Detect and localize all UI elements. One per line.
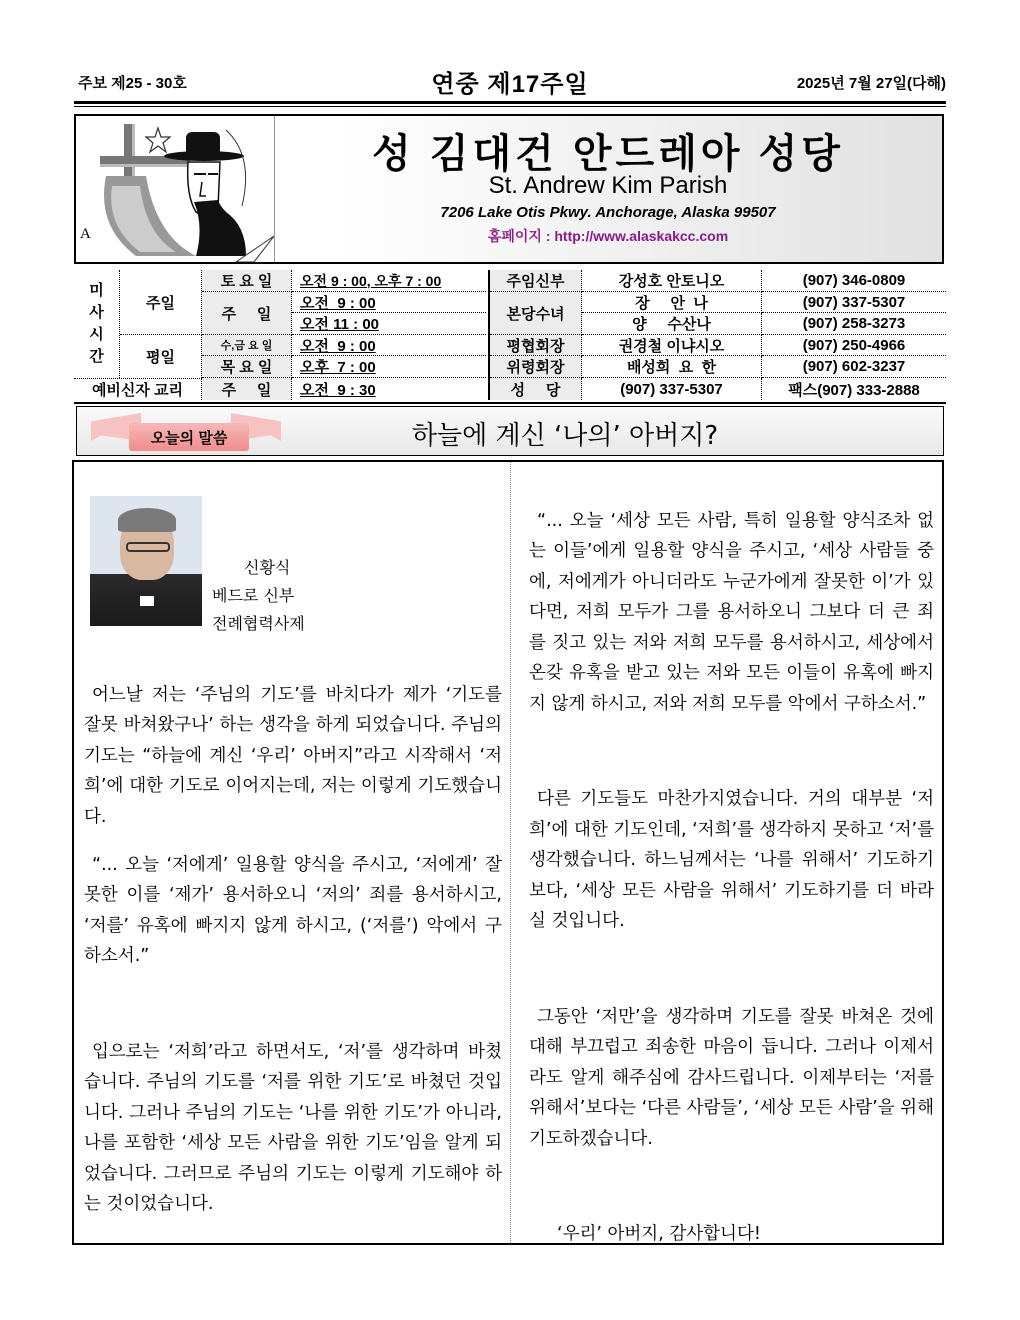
header-rule <box>74 101 946 104</box>
sermon-banner <box>76 406 944 456</box>
mass-label-char: 사 <box>89 304 104 321</box>
contact-name: 양 수산나 <box>582 313 762 335</box>
contact-role: 평협회장 <box>490 335 582 356</box>
sermon-article <box>72 460 944 1245</box>
contact-role: 본당수녀 <box>490 292 582 335</box>
contact-phone: (907) 250-4966 <box>762 335 946 356</box>
paragraph: 입으로는 ‘저희’라고 하면서도, ‘저’를 생각하며 바쳤습니다. 주님의 기도를 ‘저를 위한 기도’로 바쳤던 것입니다. 그러나 주님의 기도는 ‘나를 위한 기도’가 아니라, 나를 포함한 ‘세상 모든 사람을 위한 기도’임을 알게 되었습니다. 그러므로 주님의 기도는 이렇게 기도해야 하는 것이었습니다. <box>84 1041 502 1214</box>
mass-schedule-and-contacts <box>74 270 946 400</box>
contact-phone: (907) 602-3237 <box>762 356 946 378</box>
parish-name-korean: 성 김대건 안드레아 성당 <box>372 132 844 176</box>
schedule-time: 오전 9 : 00 <box>292 292 486 313</box>
contact-phone: (907) 346-0809 <box>762 270 946 292</box>
fax-number: 팩스(907) 333-2888 <box>788 381 920 399</box>
sunday-group-label: 주일 <box>120 270 202 335</box>
parish-name-english: St. Andrew Kim Parish <box>488 172 728 199</box>
ribbon-icon <box>91 413 281 451</box>
contact-role: 주임신부 <box>490 270 582 292</box>
parish-address: 7206 Lake Otis Pkwy. Anchorage, Alaska 99507 <box>440 204 776 221</box>
contact-phone: (907) 258-3273 <box>762 313 946 335</box>
paragraph: “... 오늘 ‘세상 모든 사람, 특히 일용할 양식조차 없는 이들’에게 일용할 양식을 주시고, ‘세상 사람들 중에, 저에게가 아니더라도 누군가에게 잘못한 이’가 있다면, 저희 모두가 그를 용서하오니 그보다 더 큰 죄를 짓고 있는 저와 저희 모두를 용서하시고, 세상에서 온갖 유혹을 받고 있는 저와 모든 이들이 유혹에 빠지지 않게 하시고, 저와 저희 모두를 악에서 구하소서.” <box>529 510 934 714</box>
paragraph: 어느날 저는 ‘주님의 기도’를 바치다가 제가 ‘기도를 잘못 바쳐왔구나’ 하는 생각을 하게 되었습니다. 주님의 기도는 “하늘에 계신 ‘우리’ 아버지”라고 시작해서 ‘저희’에 대한 기도로 이어지는데, 저는 이렇게 기도했습니다. <box>84 684 502 827</box>
logo-letter: A <box>80 226 91 242</box>
catechumen-time: 오전 9 : 30 <box>300 381 376 399</box>
left-column <box>84 662 502 1237</box>
contact-name: 장 안 나 <box>582 292 762 313</box>
bulletin-date: 2025년 7월 27일(다해) <box>796 75 946 92</box>
bulletin-header <box>74 64 946 98</box>
mass-label-char: 미 <box>89 282 104 299</box>
sermon-title: 하늘에 계신 ‘나의’ 아버지? <box>411 421 719 451</box>
mass-times-label <box>74 270 120 378</box>
contact-role: 성 당 <box>490 378 582 400</box>
schedule-time: 오전 11 : 00 <box>292 313 486 335</box>
catechumen-label: 예비신자 교리 <box>74 378 202 400</box>
contact-name: 배성희 요 한 <box>582 356 762 378</box>
weekday-group-label: 평일 <box>120 335 202 378</box>
paragraph: 다른 기도들도 마찬가지였습니다. 거의 대부분 ‘저희’에 대한 기도인데, ‘저희’를 생각하지 못하고 ‘저’를 생각했습니다. 하느님께서는 ‘나를 위해서’ 기도하기보다, ‘세상 모든 사람을 위해서’ 기도하기를 더 바라실 것입니다. <box>529 789 934 931</box>
closing-line: ‘우리’ 아버지, 감사합니다! <box>557 1224 761 1244</box>
parish-masthead <box>74 114 944 264</box>
schedule-time: 오전 9 : 00 <box>292 335 486 356</box>
schedule-time: 오전 9 : 00, 오후 7 : 00 <box>292 270 486 292</box>
author-photo <box>90 496 202 626</box>
issue-number: 주보 제25 - 30호 <box>78 75 187 92</box>
paragraph: 그동안 ‘저만’을 생각하며 기도를 잘못 바쳐온 것에 대해 부끄럽고 죄송한 마음이 듭니다. 그러나 이제서라도 알게 해주심에 감사드립니다. 이제부터는 ‘저를 위해서’보다는 ‘다른 사람들’, ‘세상 모든 사람’을 위해 기도하겠습니다. <box>529 1006 934 1149</box>
todays-word-label: 오늘의 말씀 <box>150 430 228 447</box>
mass-label-char: 간 <box>89 348 104 365</box>
author-info <box>212 554 305 638</box>
parish-logo <box>76 116 275 262</box>
mass-label-char: 시 <box>89 326 104 343</box>
column-divider <box>510 462 511 1243</box>
author-role: 전례협력사제 <box>212 614 305 633</box>
contact-phone: (907) 337-5307 <box>762 292 946 313</box>
schedule-time: 오후 7 : 00 <box>292 356 486 378</box>
author-name: 신황식 <box>244 558 291 577</box>
liturgical-week-title: 연중 제17주일 <box>431 71 589 98</box>
parish-office-phone: (907) 337-5307 <box>582 378 762 400</box>
right-column <box>529 488 934 1267</box>
cross-and-saint-logo-icon <box>76 116 274 262</box>
schedule-day: 주 일 <box>202 292 292 335</box>
author-title: 베드로 신부 <box>212 586 295 605</box>
paragraph: “... 오늘 ‘저에게’ 일용할 양식을 주시고, ‘저에게’ 잘못한 이를 ‘제가’ 용서하오니 ‘저의’ 죄를 용서하시고, ‘저를’ 유혹에 빠지지 않게 하시고, (‘저를’) 악에서 구하소서.” <box>84 854 502 966</box>
schedule-day: 목 요 일 <box>202 356 292 378</box>
schedule-day: 토 요 일 <box>202 270 292 292</box>
contact-name: 권경철 이냐시오 <box>582 335 762 356</box>
header-rule-thin <box>74 106 946 107</box>
homepage-link[interactable]: 홈페이지 : http://www.alaskakcc.com <box>487 228 729 244</box>
contact-name: 강성호 안토니오 <box>582 270 762 292</box>
contact-role: 위령회장 <box>490 356 582 378</box>
catechumen-day: 주 일 <box>202 378 292 400</box>
schedule-day: 수,금 요 일 <box>202 335 292 356</box>
